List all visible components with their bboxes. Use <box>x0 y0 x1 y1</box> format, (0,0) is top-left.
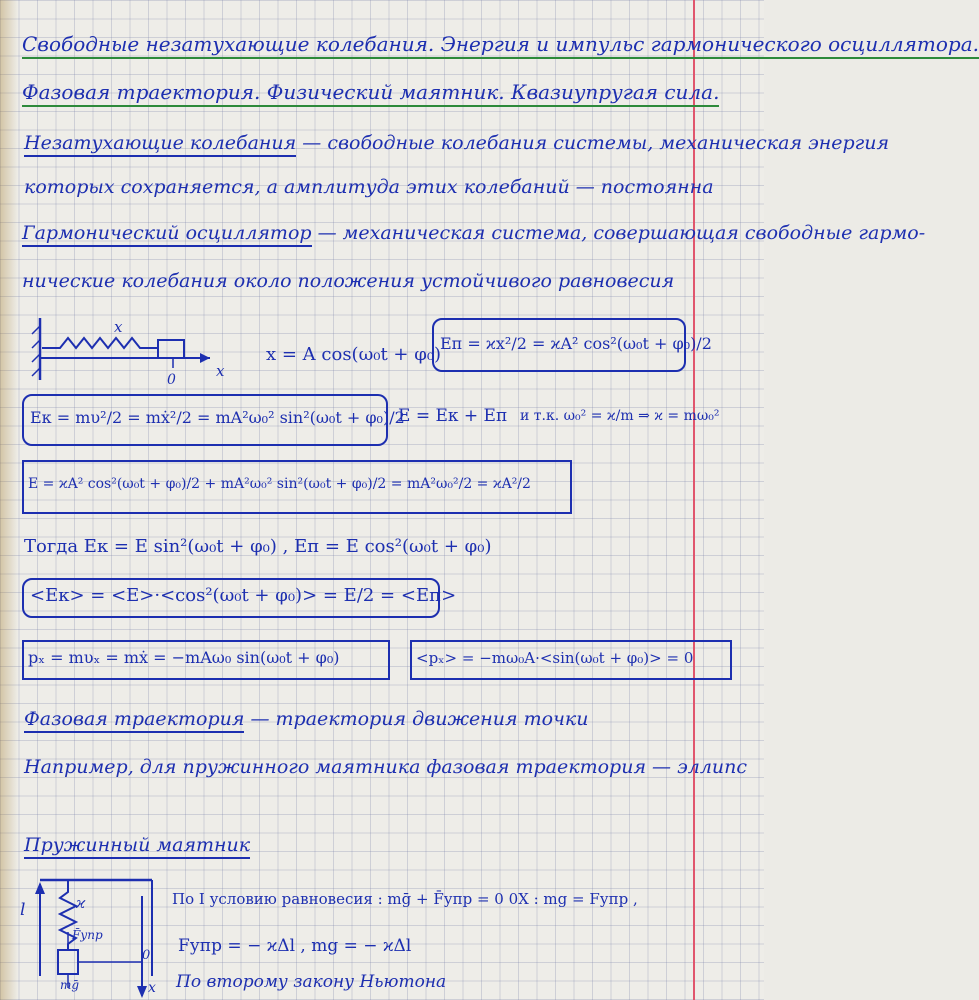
displacement-law: x = A cos(ω₀t + φ₀) <box>266 344 442 365</box>
phase-example: Например, для пружинного маятника фазовая траектория — эллипс <box>24 756 748 778</box>
momentum-formula: pₓ = mυₓ = mẋ = −mAω₀ sin(ω₀t + φ₀) <box>28 648 340 667</box>
momentum-average-formula: <pₓ> = −mω₀A·<sin(ω₀t + φ₀)> = 0 <box>416 649 694 667</box>
title-line-2-text: Фазовая траектория. Физический маятник. Квазиупругая сила. <box>22 80 720 104</box>
length-label: l <box>20 900 26 920</box>
page-edge-stain <box>0 0 18 1000</box>
pendulum-heading-text: Пружинный маятник <box>24 834 250 859</box>
spring-x-axis-label: x <box>216 362 225 380</box>
elastic-force-label: F̄упр <box>72 928 103 942</box>
average-energy-formula: <Eк> = <E>·<cos²(ω₀t + φ₀)> = E/2 = <Eп> <box>30 585 457 606</box>
undamped-definition-line-1 <box>24 132 889 154</box>
full-energy-formula: E = ϰA² cos²(ω₀t + φ₀)/2 + mA²ω₀² sin²(ω₀t + φ₀)/2 = mA²ω₀²/2 = ϰA²/2 <box>28 476 531 492</box>
phase-text: — траектория движения точки <box>244 708 589 730</box>
title-line-2 <box>22 80 719 107</box>
spring-origin-label: 0 <box>167 372 176 388</box>
title-line-1-text: Свободные незатухающие колебания. Энергия и импульс гармонического осциллятора. <box>22 32 979 56</box>
oscillator-definition-line-2: нические колебания около положения устойчивого равновесия <box>22 270 675 292</box>
first-equilibrium-condition: По I условию равновесия : mḡ + F̄упр = 0 0X : mg = Fупр , <box>172 890 638 908</box>
omega-relation: и т.к. ω₀² = ϰ/m ⇒ ϰ = mω₀² <box>520 408 720 424</box>
pendulum-heading <box>24 834 250 856</box>
undamped-definition-line-2: которых сохраняется, а амплитуда этих колебаний — постоянна <box>24 176 714 198</box>
oscillator-text-1: — механическая система, совершающая свободные гармо- <box>311 222 926 244</box>
undamped-term: Незатухающие колебания <box>24 132 296 157</box>
potential-energy-formula: Eп = ϰx²/2 = ϰA² cos²(ω₀t + φ₀)/2 <box>440 334 712 353</box>
title-line-1 <box>22 32 979 59</box>
energy-split: Тогда Eк = E sin²(ω₀t + φ₀) , Eп = E cos²(ω₀t + φ₀) <box>24 536 492 557</box>
hooke-relation: Fупр = − ϰΔl , mg = − ϰΔl <box>178 936 412 956</box>
stiffness-label: ϰ <box>76 894 86 912</box>
spring-x-label: x <box>114 318 123 336</box>
oscillator-definition-line-1 <box>22 222 925 244</box>
total-energy-sum: E = Eк + Eп <box>398 406 508 426</box>
spring-oscillator-diagram <box>30 318 260 388</box>
oscillator-term: Гармонический осциллятор <box>22 222 312 247</box>
phase-trajectory-line <box>24 708 589 730</box>
phase-term: Фазовая траектория <box>24 708 244 733</box>
gravity-label: mḡ <box>60 978 80 992</box>
newton-second-law-line: По второму закону Ньютона <box>176 972 447 992</box>
pendulum-origin-label: 0 <box>142 948 151 963</box>
kinetic-energy-formula: Eк = mυ²/2 = mẋ²/2 = mA²ω₀² sin²(ω₀t + φ₀)/2 <box>30 408 405 427</box>
pendulum-x-label: x <box>148 980 156 996</box>
undamped-text-1: — свободные колебания системы, механическая энергия <box>296 132 890 154</box>
